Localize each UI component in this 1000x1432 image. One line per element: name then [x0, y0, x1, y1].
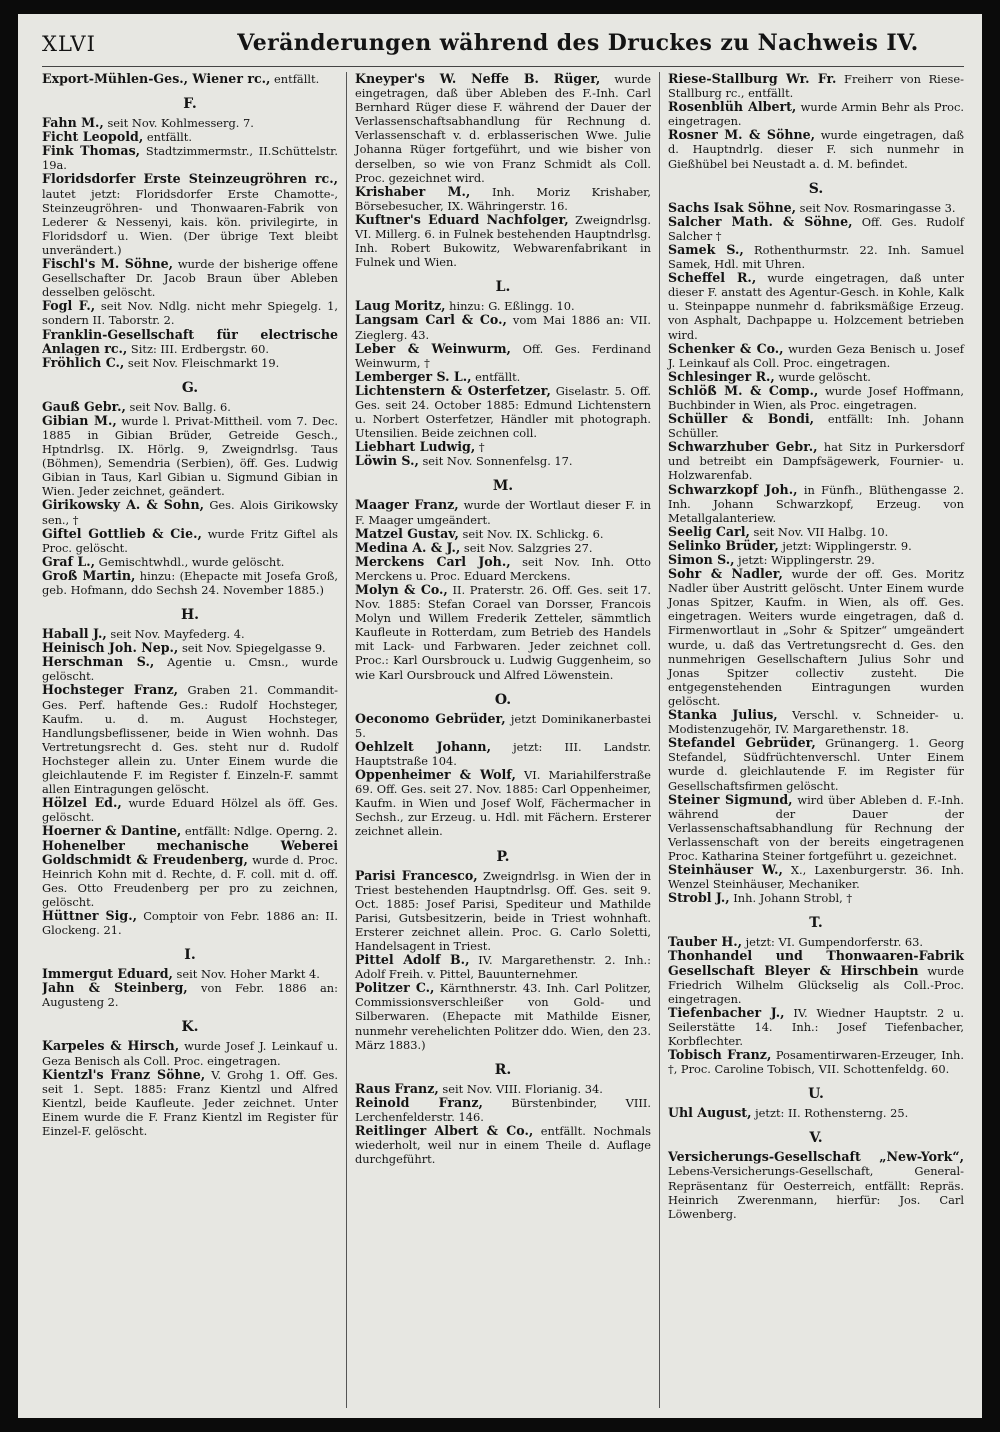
- directory-entry: [42, 683, 338, 796]
- section-letter: R.: [494, 1061, 512, 1078]
- entry-text: Bürstenbinder, VIII. Lerchenfelderstr. 146.: [355, 1095, 651, 1124]
- directory-entry: [668, 736, 964, 792]
- directory-entry: [355, 72, 651, 185]
- section-letter: T.: [809, 915, 823, 932]
- entry-text: IV. Margarethenstr. 2. Inh.: Adolf Freih. v. Pittel, Bauunternehmer.: [355, 953, 651, 982]
- firm-name: Hochsteger Franz,: [42, 682, 178, 698]
- section-letter: G.: [181, 379, 199, 396]
- directory-entry: [355, 981, 651, 1051]
- directory-entry: [42, 967, 338, 981]
- firm-name: Ficht Leopold,: [42, 129, 144, 145]
- firm-name: Rosenblüh Albert,: [668, 99, 797, 115]
- section-letter: I.: [184, 947, 196, 964]
- directory-entry: [355, 1096, 651, 1124]
- entry-text: wurde eingetragen, daß unter dieser F. anstatt des Agentur-Gesch. in Kohle, Kalk u. Steinpappe nunmehr d. fabriksmäßige Erzeug. von Asphalt, Dachpappe u. Holzcement betrieben wird.: [668, 271, 964, 342]
- entry-text: jetzt: Wipplingerstr. 29.: [734, 553, 875, 567]
- entry-text: wurde eingetragen, daß über Ableben des F.-Inh. Carl Bernhard Rüger diese F. während der Dauer der Verlassenschaftsabhandlung für Rechnung d. Verlassenschaft v. d. erblasserischen Wwe. Julie Johanna Rüger fortgeführt, und wie bisher von derselben, so wie von Franz Schmidt als Coll. Proc. gezeichnet wird.: [355, 72, 651, 185]
- firm-name: Raus Franz,: [355, 1080, 439, 1096]
- firm-name: Stefandel Gebrüder,: [668, 735, 816, 751]
- directory-entry: [668, 100, 964, 128]
- firm-name: Medina A. & J.,: [355, 539, 461, 555]
- directory-entry: [668, 863, 964, 891]
- firm-name: Löwin S.,: [355, 453, 419, 469]
- directory-entry: [668, 891, 964, 905]
- entry-text: von Febr. 1886 an: Augusteng 2.: [42, 981, 338, 1010]
- firm-name: Scheffel R.,: [668, 270, 757, 286]
- directory-entry: [668, 384, 964, 412]
- entry-text: vom Mai 1886 an: VII. Zieglerg. 43.: [355, 313, 651, 342]
- section-letter: K.: [181, 1019, 199, 1036]
- entry-text: Kärnthnerstr. 43. Inh. Carl Politzer, Commissionsverschleißer von Gold- und Silberwaren. (Ehepacte mit Mathilde Eisner, nunmehr verehelichten Politzer ddo. Wien, den 23. März 1883.): [355, 981, 651, 1052]
- columns-container: [42, 72, 972, 1408]
- directory-entry: [42, 909, 338, 937]
- directory-entry: [42, 257, 338, 299]
- entry-text: Giselastr. 5. Off. Ges. seit 24. October 1885: Edmund Lichtenstern u. Norbert Osterfetzer, Händler mit photograph. Utensilien. Beide zeichnen coll.: [355, 383, 652, 441]
- directory-entry: [42, 116, 338, 130]
- directory-entry: [42, 72, 338, 86]
- entry-text: Lebens-Versicherungs-Gesellschaft, General-Repräsentanz für Oesterreich, entfällt: Repräs. Heinrich Zwerenmann, hierfür: Jos. Carl Löwenberg.: [668, 1164, 964, 1221]
- firm-name: Hölzel Ed.,: [42, 795, 122, 811]
- entry-text: hinzu: (Ehepacte mit Josefa Groß, geb. Hofmann, ddo Sechsh 24. November 1885.): [42, 568, 338, 597]
- directory-entry: [668, 539, 964, 553]
- section-letter: P.: [496, 848, 510, 865]
- directory-entry: [42, 144, 338, 172]
- firm-name: Pittel Adolf B.,: [355, 952, 470, 968]
- directory-entry: [42, 1039, 338, 1067]
- firm-name: Kuftner's Eduard Nachfolger,: [355, 211, 569, 227]
- directory-entry: [668, 201, 964, 215]
- entry-text: Ges. Alois Girikowsky sen., †: [42, 498, 338, 527]
- firm-name: Gibian M.,: [42, 412, 117, 428]
- firm-name: Lichtenstern & Osterfetzer,: [355, 382, 551, 398]
- directory-entry: [668, 215, 964, 243]
- firm-name: Graf L.,: [42, 553, 95, 569]
- firm-name: Schwarzhuber Gebr.,: [668, 439, 818, 455]
- page-number: XLVI: [42, 32, 96, 56]
- directory-entry: [355, 185, 651, 213]
- directory-entry: [668, 243, 964, 271]
- entry-text: wurde Friedrich Wilhelm Glückselig als Coll.-Proc. eingetragen.: [668, 963, 965, 1006]
- entry-text: seit Nov. Inh. Otto Merckens u. Proc. Eduard Merckens.: [355, 554, 651, 583]
- directory-entry: [355, 555, 651, 583]
- directory-entry: [668, 1048, 964, 1076]
- entry-text: entfällt: Ndlge. Operng. 2.: [181, 824, 338, 839]
- firm-name: Liebhart Ludwig,: [355, 439, 476, 455]
- entry-text: wurden Geza Benisch u. Josef J. Leinkauf als Coll. Proc. eingetragen.: [668, 341, 964, 370]
- directory-entry: [668, 567, 964, 708]
- firm-name: Langsam Carl & Co.,: [355, 312, 507, 328]
- firm-name: Fahn M.,: [42, 115, 104, 131]
- directory-entry: [668, 553, 964, 567]
- entry-text: V. Grohg 1. Off. Ges. seit 1. Sept. 1885: Franz Kientzl und Alfred Kientzl, beide Kaufleute. Jeder zeichnet. Unter Einem wurde die F. Franz Kientzl im Register für Einzel-F. gelöscht.: [42, 1067, 338, 1138]
- directory-entry: [668, 72, 964, 100]
- firm-name: Schwarzkopf Joh.,: [668, 481, 798, 497]
- directory-entry: [42, 328, 338, 356]
- directory-entry: [668, 370, 964, 384]
- directory-entry: [355, 370, 651, 384]
- firm-name: Samek S.,: [668, 241, 744, 257]
- firm-name: Kneyper's W. Neffe B. Rüger,: [355, 72, 601, 86]
- directory-entry: [355, 342, 651, 370]
- firm-name: Versicherungs-Gesellschaft „New-York“,: [668, 1149, 964, 1165]
- page-header: [42, 28, 964, 67]
- firm-name: Lemberger S. L.,: [355, 368, 472, 384]
- column-3: [660, 72, 972, 1408]
- column-2: [347, 72, 660, 1408]
- firm-name: Fink Thomas,: [42, 143, 141, 159]
- firm-name: Haball J.,: [42, 626, 107, 642]
- firm-name: Gauß Gebr.,: [42, 398, 126, 414]
- document-page: [18, 14, 982, 1418]
- directory-entry: [42, 641, 338, 655]
- firm-name: Reinold Franz,: [355, 1094, 483, 1110]
- firm-name: Thonhandel und Thonwaaren-Fabrik Gesellschaft Bleyer & Hirschbein: [668, 948, 964, 978]
- entry-text: Zweigndrlsg. VI. Millerg. 6. in Fulnek bestehenden Hauptndrlsg. Inh. Robert Bukowitz, Webwarenfabrikant in Fulnek und Wien.: [355, 212, 651, 270]
- firm-name: Parisi Francesco,: [355, 867, 478, 883]
- firm-name: Rosner M. & Söhne,: [668, 127, 816, 143]
- firm-name: Export-Mühlen-Ges., Wiener rc.,: [42, 72, 271, 86]
- directory-entry: [355, 384, 651, 440]
- directory-entry: [355, 768, 651, 838]
- directory-entry: [42, 981, 338, 1009]
- firm-name: Hoerner & Dantine,: [42, 823, 182, 839]
- entry-text: †: [475, 440, 485, 455]
- entry-text: seit Nov. VII Halbg. 10.: [749, 524, 889, 539]
- firm-name: Molyn & Co.,: [355, 582, 448, 597]
- firm-name: Simon S.,: [668, 552, 735, 567]
- firm-name: Franklin-Gesellschaft für electrische Anlagen rc.,: [42, 326, 338, 356]
- entry-text: Posamentirwaren-Erzeuger, Inh. †, Proc. Caroline Tobisch, VII. Schottenfeldg. 60.: [668, 1048, 964, 1077]
- entry-text: seit Nov. Spiegelgasse 9.: [178, 641, 326, 656]
- firm-name: Jahn & Steinberg,: [42, 980, 188, 996]
- entry-text: seit Nov. Fleischmarkt 19.: [124, 355, 280, 370]
- directory-entry: [355, 299, 651, 313]
- firm-name: Hüttner Sig.,: [42, 907, 137, 923]
- section-letter: H.: [180, 607, 200, 624]
- directory-entry: [42, 555, 338, 569]
- firm-name: Merckens Carl Joh.,: [355, 553, 511, 569]
- entry-text: jetzt Dominikanerbastei 5.: [355, 711, 651, 740]
- directory-entry: [668, 793, 964, 863]
- section-letter: U.: [808, 1086, 824, 1103]
- firm-name: Reitlinger Albert & Co.,: [355, 1123, 534, 1138]
- entry-text: wurde d. Proc. Heinrich Kohn mit d. Rechte, d. F. coll. mit d. off. Ges. Otto Freudenberg per pro zu zeichnen, gelöscht.: [42, 852, 338, 909]
- page-title: Veränderungen während des Druckes zu Nachweis IV.: [237, 30, 919, 56]
- entry-text: wird über Ableben d. F.-Inh. während der Dauer der Verlassenschaftsabhandlung für Rechnung der Verlassenschaft von der bereits eingetragenen Proc. Katharina Steiner fortgeführt u. gezeichnet.: [668, 792, 964, 863]
- firm-name: Oeconomo Gebrüder,: [355, 710, 506, 726]
- entry-text: jetzt: II. Rothensterng. 25.: [751, 1106, 909, 1121]
- entry-text: lautet jetzt: Floridsdorfer Erste Chamotte-, Steinzeugröhren- und Thonwaaren-Fabrik von Lederer & Nessenyi, kais. kön. privilegirte, in Floridsdorf u. Wien. (Der übrige Text bleibt unverändert.): [42, 186, 338, 257]
- directory-entry: [668, 1106, 964, 1120]
- firm-name: Fischl's M. Söhne,: [42, 256, 174, 272]
- entry-text: wurde Josef J. Leinkauf u. Geza Benisch als Coll. Proc. eingetragen.: [42, 1039, 338, 1068]
- entry-text: seit Nov. Hoher Markt 4.: [172, 967, 320, 982]
- entry-text: wurde Armin Behr als Proc. eingetragen.: [668, 100, 964, 129]
- entry-text: wurde der off. Ges. Moritz Nadler über Austritt gelöscht. Unter Einem wurde Jonas Spitzer, Kaufm. in Wien, als off. Ges. eingetragen. Weiters wurde eingetragen, daß d. Firmenwortlaut in „Sohr & Spitzer“ umgeändert wurde, u. daß das Vertretungsrecht d. Ges. den nunmehrigen Gesellschaftern Julius Sohr und Jonas Spitzer collectiv zusteht. Die entgegenstehenden Eintragungen wurden gelöscht.: [668, 567, 964, 708]
- entry-text: Inh. Moriz Krishaber, Börsebesucher, IX. Währingerstr. 16.: [355, 184, 651, 213]
- entry-text: entfällt.: [143, 130, 192, 145]
- entry-text: jetzt: III. Landstr. Hauptstraße 104.: [355, 739, 651, 768]
- firm-name: Oehlzelt Johann,: [355, 738, 491, 754]
- entry-text: entfällt: Inh. Johann Schüller.: [668, 412, 964, 441]
- firm-name: Tiefenbacher J.,: [668, 1004, 785, 1020]
- entry-text: Comptoir von Febr. 1886 an: II. Glockeng. 21.: [42, 908, 338, 938]
- firm-name: Stanka Julius,: [668, 707, 778, 723]
- directory-entry: [42, 299, 338, 327]
- directory-entry: [42, 627, 338, 641]
- firm-name: Laug Moritz,: [355, 298, 446, 314]
- directory-entry: [355, 454, 651, 468]
- entry-text: wurde Eduard Hölzel als öff. Ges. gelöscht.: [42, 796, 339, 825]
- firm-name: Girikowsky A. & Sohn,: [42, 497, 205, 513]
- section-letter: O.: [494, 691, 512, 708]
- entry-text: Inh. Johann Strobl, †: [729, 891, 853, 906]
- entry-text: seit Nov. Ballg. 6.: [125, 399, 231, 414]
- directory-entry: [355, 1082, 651, 1096]
- directory-entry: [355, 869, 651, 954]
- firm-name: Maager Franz,: [355, 497, 459, 513]
- entry-text: hat Sitz in Purkersdorf und betreibt ein Dampfsägewerk, Fournier- u. Holzwarenfab.: [668, 440, 964, 483]
- directory-entry: [42, 824, 338, 838]
- directory-entry: [355, 712, 651, 740]
- firm-name: Kientzl's Franz Söhne,: [42, 1066, 206, 1082]
- firm-name: Immergut Eduard,: [42, 966, 173, 982]
- entry-text: seit Nov. Ndlg. nicht mehr Spiegelg. 1, sondern II. Taborstr. 2.: [42, 299, 338, 328]
- firm-name: Sohr & Nadler,: [668, 566, 783, 582]
- firm-name: Karpeles & Hirsch,: [42, 1038, 180, 1054]
- directory-entry: [355, 213, 651, 269]
- entry-text: Grünangerg. 1. Georg Stefandel, Südfrüchtenverschl. Unter Einem wurde d. gleichlautende F. im Register für Gesellschaftsfirmen gelöscht.: [668, 736, 964, 793]
- directory-entry: [668, 271, 964, 341]
- directory-entry: [42, 400, 338, 414]
- firm-name: Schenker & Co.,: [668, 340, 784, 356]
- entry-text: wurde Josef Hoffmann, Buchbinder in Wien, als Proc. eingetragen.: [668, 383, 965, 412]
- entry-text: wurde der Wortlaut dieser F. in F. Maager umgeändert.: [355, 498, 651, 527]
- entry-text: wurde l. Privat-Mittheil. vom 7. Dec. 1885 in Gibian Brüder, Getreide Gesch., Hptndrlsg. IX. Hörlg. 9, Zweigndrlsg. Taus (Böhmen), Semendria (Serbien), öff. Ges. Ludwig Gibian in Taus, Karl Gibian u. Sigmund Gibian in Wien. Jeder zeichnet, geändert.: [42, 413, 338, 499]
- directory-entry: [42, 796, 338, 824]
- entry-text: Off. Ges. Ferdinand Weinwurm, †: [355, 341, 651, 370]
- firm-name: Schüller & Bondi,: [668, 411, 815, 427]
- entry-text: Zweigndrlsg. in Wien der in Triest bestehenden Hauptndrlsg. Off. Ges. seit 9. Oct. 1885: Josef Parisi, Spediteur und Mathilde Parisi, Gutsbesitzerin, beide in Triest wohnhaft. Ersterer zeichnet allein. Proc. G. Carlo Soletti, Handelsagent in Triest.: [355, 868, 651, 953]
- firm-name: Krishaber M.,: [355, 183, 471, 199]
- directory-entry: [355, 1124, 651, 1166]
- directory-entry: [668, 1006, 964, 1048]
- entry-text: seit Nov. Salzgries 27.: [460, 540, 593, 555]
- entry-text: Agentie u. Cmsn., wurde gelöscht.: [42, 655, 339, 684]
- entry-text: Sitz: III. Erdbergstr. 60.: [127, 341, 269, 356]
- firm-name: Riese-Stallburg Wr. Fr.: [668, 72, 837, 86]
- directory-entry: [42, 527, 338, 555]
- section-letter: S.: [808, 180, 824, 197]
- entry-text: wurde eingetragen, daß d. Hauptndrlg. dieser F. sich nunmehr in Gießhübel bei Neustadt a. d. M. befindet.: [668, 128, 964, 171]
- directory-entry: [668, 949, 964, 1005]
- firm-name: Politzer C.,: [355, 980, 435, 996]
- entry-text: jetzt: Wipplingerstr. 9.: [778, 538, 912, 553]
- directory-entry: [355, 583, 651, 682]
- firm-name: Giftel Gottlieb & Cie.,: [42, 525, 202, 541]
- directory-entry: [42, 655, 338, 683]
- firm-name: Seelig Carl,: [668, 523, 750, 539]
- entry-text: VI. Mariahilferstraße 69. Off. Ges. seit 27. Nov. 1885: Carl Oppenheimer, Kaufm. in Wien und Josef Wolf, Fächermacher in Sechsh., zur Erzeug. u. Hdl. mit Fächern. Ersterer zeichnet allein.: [355, 768, 651, 839]
- firm-name: Strobl J.,: [668, 890, 730, 906]
- entry-text: Freiherr von Riese-Stallburg rc., entfällt.: [668, 72, 964, 101]
- entry-text: entfällt.: [471, 369, 521, 384]
- entry-text: Graben 21. Commandit-Ges. Perf. haftende Ges.: Rudolf Hochsteger, Kaufm. u. d. m. August Hochsteger, Handlungsbeflissener, beide in Wien wohnh. Das Vertretungsrecht d. Ges. steht nur d. Rudolf Hochsteger allein zu. Unter Einem wurde die gleichlautende F. im Register f. Einzeln-F. sammt allen Eintragungen gelöscht.: [42, 683, 338, 797]
- directory-entry: [355, 541, 651, 555]
- entry-text: entfällt.: [270, 72, 320, 86]
- entry-text: X., Laxenburgerstr. 36. Inh. Wenzel Steinhäuser, Mechaniker.: [668, 863, 964, 892]
- firm-name: Steiner Sigmund,: [668, 791, 793, 807]
- section-letter: L.: [495, 279, 511, 296]
- directory-entry: [668, 342, 964, 370]
- directory-entry: [42, 130, 338, 144]
- entry-text: Off. Ges. Rudolf Salcher †: [668, 214, 964, 243]
- entry-text: jetzt: VI. Gumpendorferstr. 63.: [742, 935, 924, 950]
- entry-text: entfällt. Nochmals wiederholt, weil nur in einem Theile d. Auflage durchgeführt.: [355, 1124, 652, 1167]
- directory-entry: [355, 953, 651, 981]
- firm-name: Oppenheimer & Wolf,: [355, 767, 516, 783]
- entry-text: seit Nov. VIII. Florianig. 34.: [438, 1081, 603, 1096]
- section-letter: F.: [183, 96, 197, 113]
- directory-entry: [42, 414, 338, 499]
- entry-text: seit Nov. Rosmaringasse 3.: [796, 200, 956, 215]
- firm-name: Fogl F.,: [42, 298, 96, 314]
- firm-name: Tauber H.,: [668, 934, 742, 950]
- directory-entry: [42, 498, 338, 526]
- firm-name: Fröhlich C.,: [42, 354, 125, 370]
- entry-text: wurde der bisherige offene Gesellschafter Dr. Jacob Braun über Ableben desselben gelöscht.: [42, 257, 338, 300]
- entry-text: Gemischtwhdl., wurde gelöscht.: [94, 554, 285, 569]
- directory-entry: [42, 569, 338, 597]
- directory-entry: [668, 525, 964, 539]
- firm-name: Matzel Gustav,: [355, 525, 459, 541]
- entry-text: hinzu: G. Eßlingg. 10.: [445, 299, 575, 314]
- directory-entry: [668, 483, 964, 525]
- firm-name: Leber & Weinwurm,: [355, 340, 511, 356]
- column-1: [42, 72, 347, 1408]
- section-letter: M.: [492, 478, 514, 495]
- firm-name: Tobisch Franz,: [668, 1047, 772, 1063]
- entry-text: II. Praterstr. 26. Off. Ges. seit 17. Nov. 1885: Stefan Corael van Dorsser, Francois Molyn und Willem Frederik Zetteler, sämmtlich Kaufleute in Rotterdam, zum Betrieb des Handels mit Lack- und Farbwaren. Jeder zeichnet coll. Proc.: Karl Oursbrouck u. Ludwig Guggenheim, so wie Karl Oursbrouck und Alfred Löwenstein.: [355, 583, 651, 682]
- directory-entry: [42, 356, 338, 370]
- directory-entry: [355, 313, 651, 341]
- firm-name: Heinisch Joh. Nep.,: [42, 640, 179, 656]
- entry-text: Stadtzimmermstr., II.Schüttelstr. 19a.: [42, 144, 338, 173]
- firm-name: Groß Martin,: [42, 567, 136, 583]
- directory-entry: [668, 935, 964, 949]
- section-letter: V.: [809, 1130, 823, 1147]
- directory-entry: [42, 839, 338, 909]
- directory-entry: [668, 708, 964, 736]
- firm-name: Floridsdorfer Erste Steinzeugröhren rc.,: [42, 171, 338, 187]
- entry-text: seit Nov. IX. Schlickg. 6.: [458, 526, 604, 541]
- firm-name: Sachs Isak Söhne,: [668, 199, 797, 215]
- directory-entry: [42, 172, 338, 257]
- entry-text: seit Nov. Sonnenfelsg. 17.: [418, 454, 573, 469]
- directory-entry: [668, 1150, 964, 1220]
- entry-text: IV. Wiedner Hauptstr. 2 u. Seilerstätte 14. Inh.: Josef Tiefenbacher, Korbflechter.: [668, 1005, 964, 1048]
- directory-entry: [355, 740, 651, 768]
- entry-text: wurde Fritz Giftel als Proc. gelöscht.: [42, 526, 338, 555]
- firm-name: Herschman S.,: [42, 654, 155, 670]
- firm-name: Hohenelber mechanische Weberei Goldschmidt & Freudenberg,: [42, 837, 338, 867]
- firm-name: Selinko Brüder,: [668, 537, 779, 553]
- directory-entry: [668, 128, 964, 170]
- firm-name: Uhl August,: [668, 1105, 752, 1121]
- firm-name: Salcher Math. & Söhne,: [668, 213, 853, 229]
- entry-text: in Fünfh., Blüthengasse 2. Inh. Johann Schwarzkopf, Erzeug. von Metallgalanteriew.: [668, 482, 964, 525]
- entry-text: Verschl. v. Schneider- u. Modistenzugehör, IV. Margarethenstr. 18.: [668, 708, 964, 737]
- firm-name: Schlöß M. & Comp.,: [668, 382, 819, 398]
- directory-entry: [355, 440, 651, 454]
- firm-name: Steinhäuser W.,: [668, 862, 783, 878]
- directory-entry: [668, 412, 964, 440]
- entry-text: wurde gelöscht.: [774, 369, 871, 384]
- directory-entry: [42, 1068, 338, 1138]
- firm-name: Schlesinger R.,: [668, 368, 775, 384]
- directory-entry: [668, 440, 964, 482]
- entry-text: Rothenthurmstr. 22. Inh. Samuel Samek, Hdl. mit Uhren.: [668, 242, 964, 272]
- entry-text: seit Nov. Mayfederg. 4.: [106, 627, 245, 642]
- entry-text: seit Nov. Kohlmesserg. 7.: [103, 116, 254, 131]
- directory-entry: [355, 498, 651, 526]
- directory-entry: [355, 527, 651, 541]
